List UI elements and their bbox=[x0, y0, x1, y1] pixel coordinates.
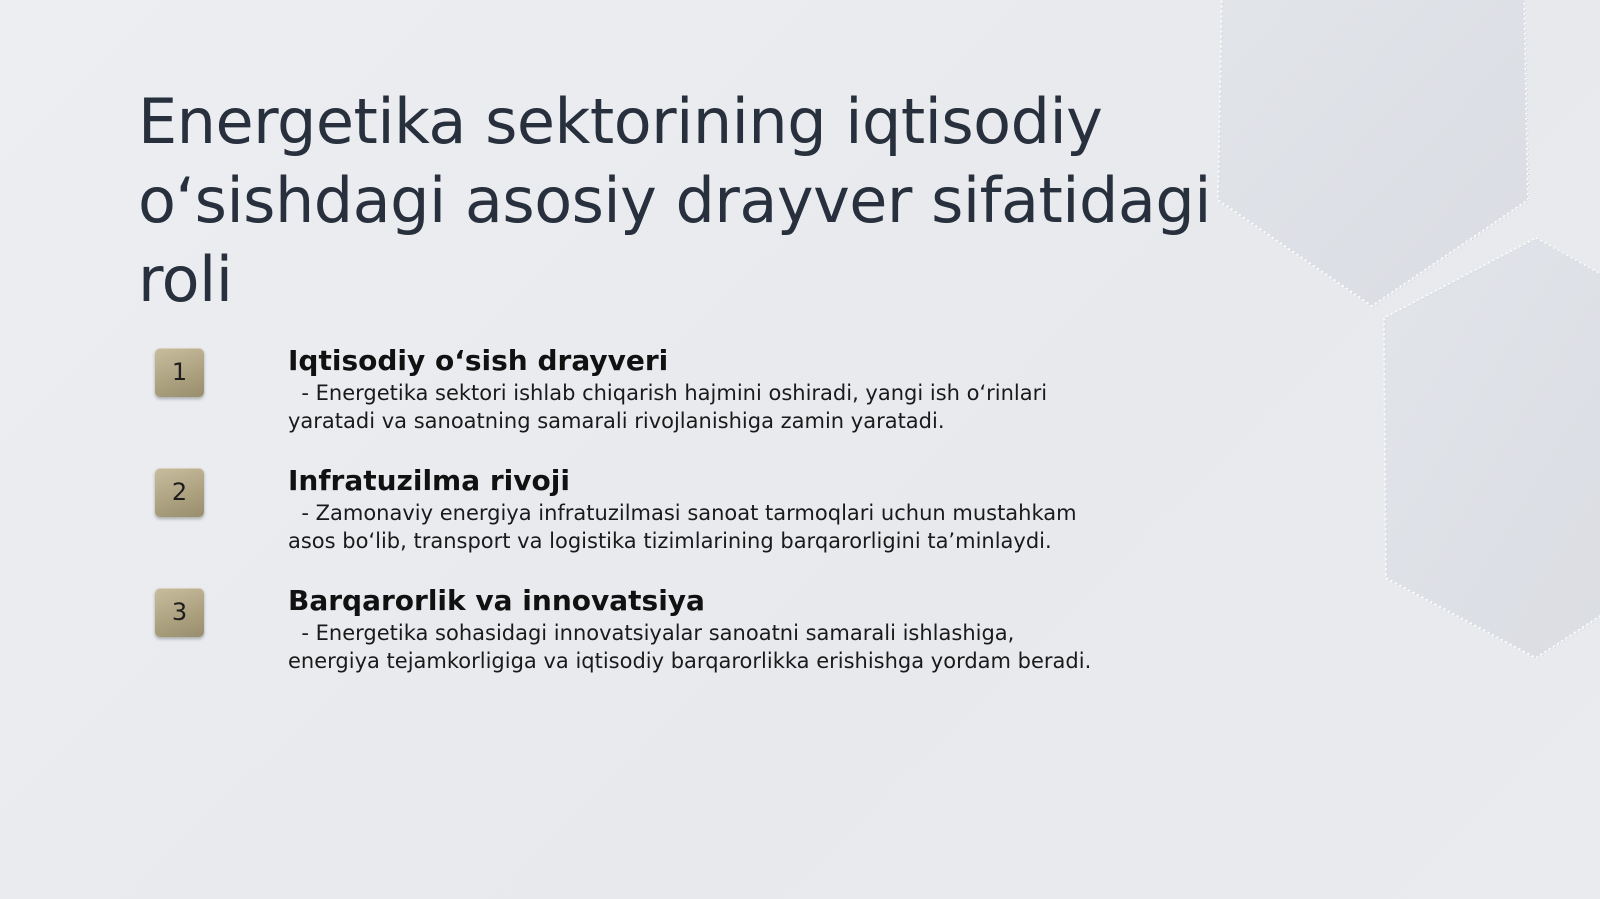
slide-title: Energetika sektorining iqtisodiy o‘sishdagi asosiy drayver sifatidagi roli bbox=[138, 85, 1211, 316]
item-description: - Energetika sohasidagi innovatsiyalar sanoatni samarali ishlashiga, energiya tejamkorligiga va iqtisodiy barqarorlikka erishishga yordam beradi. bbox=[288, 621, 1092, 673]
number-badge: 2 bbox=[155, 468, 204, 517]
item-heading: Barqarorlik va innovatsiya bbox=[288, 584, 705, 617]
item-description: - Energetika sektori ishlab chiqarish hajmini oshiradi, yangi ish o‘rinlari yaratadi va sanoatning samarali rivojlanishiga zamin yaratadi. bbox=[288, 381, 1054, 433]
item-heading: Iqtisodiy o‘sish drayveri bbox=[288, 344, 669, 377]
number-badge: 3 bbox=[155, 588, 204, 637]
item-heading: Infratuzilma rivoji bbox=[288, 464, 570, 497]
number-badge: 1 bbox=[155, 348, 204, 397]
item-description: - Zamonaviy energiya infratuzilmasi sanoat tarmoqlari uchun mustahkam asos bo‘lib, transport va logistika tizimlarining barqarorligini ta’minlaydi. bbox=[288, 501, 1084, 553]
